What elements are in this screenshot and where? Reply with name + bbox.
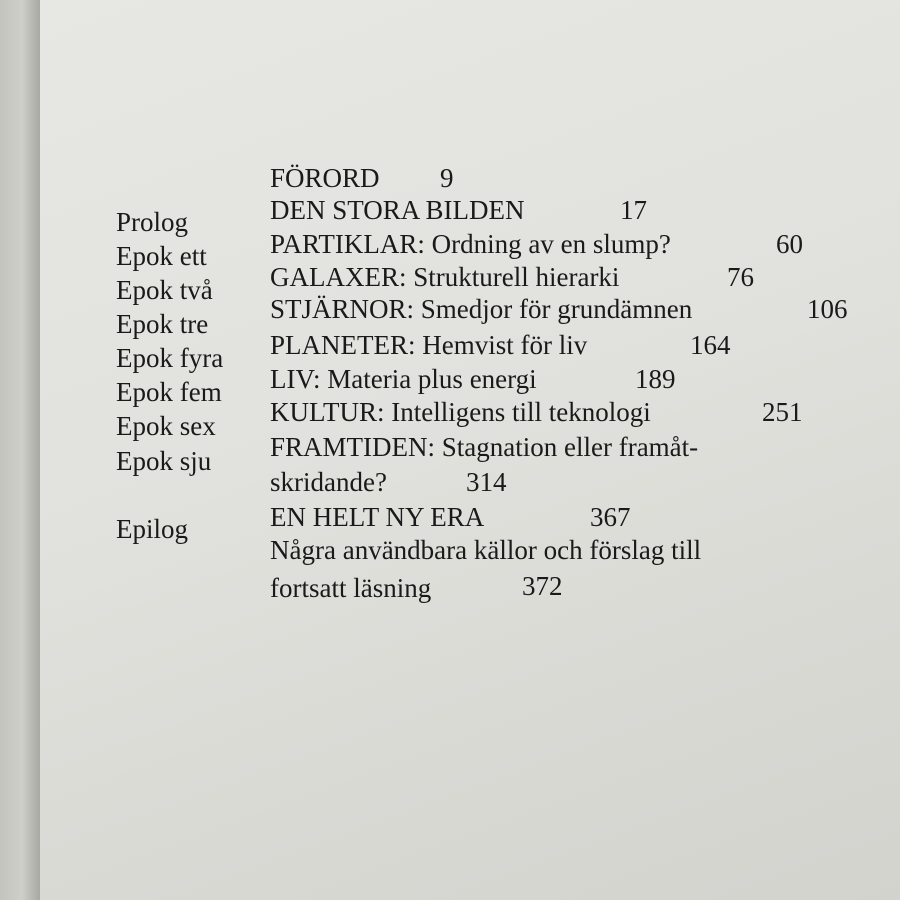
epilogue-page: 367	[590, 502, 631, 532]
epoch-3-label: Epok tre	[116, 309, 209, 339]
epoch-2-label: Epok två	[116, 275, 213, 305]
epoch-1-title: PARTIKLAR: Ordning av en slump?	[270, 229, 671, 259]
epoch-2-title: GALAXER: Strukturell hierarki	[270, 262, 620, 292]
epoch-4-page: 164	[690, 330, 731, 360]
sources-title: Några användbara källor och förslag till	[270, 535, 702, 565]
epoch-7-title: FRAMTIDEN: Stagnation eller framåt-	[270, 432, 699, 462]
foreword-title: FÖRORD	[270, 163, 380, 193]
epilogue-title: EN HELT NY ERA	[270, 502, 485, 532]
epilogue-label: Epilog	[116, 514, 188, 544]
epoch-6-title: KULTUR: Intelligens till teknologi	[270, 397, 651, 427]
sources-title-continued: fortsatt läsning	[270, 573, 432, 603]
epoch-7-title-continued: skridande?	[270, 467, 387, 497]
epoch-4-label: Epok fyra	[116, 343, 224, 373]
epoch-5-label: Epok fem	[116, 377, 222, 407]
epoch-6-label: Epok sex	[116, 411, 216, 441]
prolog-page: 17	[620, 195, 647, 225]
epoch-5-page: 189	[635, 364, 676, 394]
epoch-4-title: PLANETER: Hemvist för liv	[270, 330, 588, 360]
epoch-6-page: 251	[762, 397, 803, 427]
sources-page: 372	[522, 571, 563, 601]
prolog-label: Prolog	[116, 207, 189, 237]
prolog-title: DEN STORA BILDEN	[270, 195, 525, 225]
epoch-2-page: 76	[727, 262, 754, 292]
epoch-7-label: Epok sju	[116, 446, 212, 476]
foreword-page: 9	[440, 163, 454, 193]
book-spine	[0, 0, 40, 900]
epoch-1-page: 60	[776, 229, 803, 259]
epoch-3-page: 106	[807, 294, 848, 324]
epoch-3-title: STJÄRNOR: Smedjor för grundämnen	[270, 294, 693, 324]
epoch-5-title: LIV: Materia plus energi	[270, 364, 537, 394]
epoch-7-page: 314	[466, 467, 507, 497]
epoch-1-label: Epok ett	[116, 241, 207, 271]
